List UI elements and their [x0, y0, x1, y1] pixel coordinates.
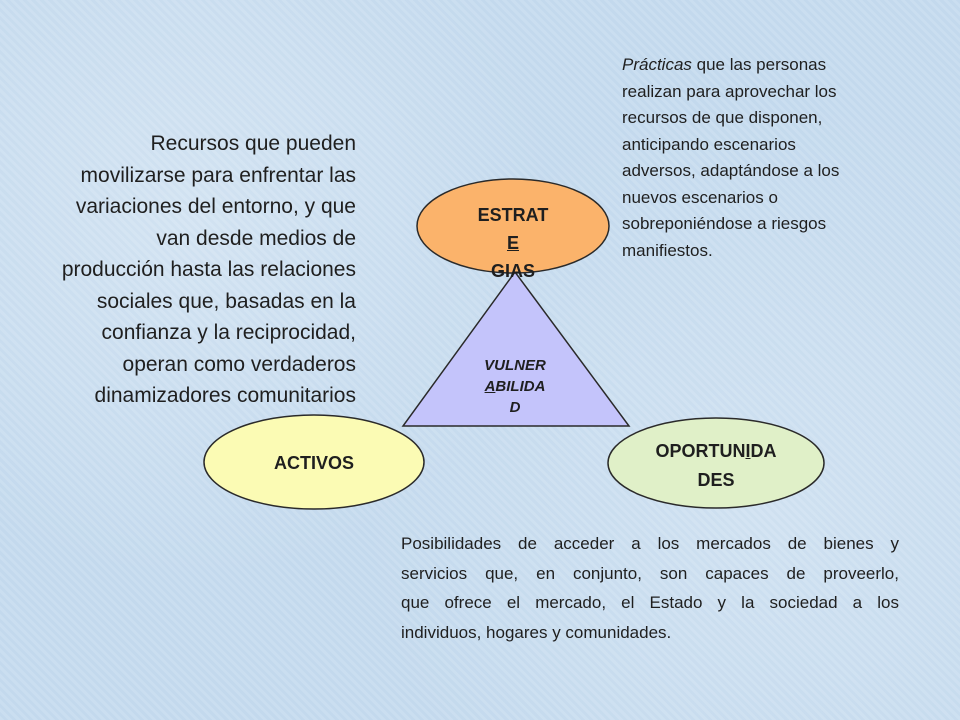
posibilidades-description: Posibilidades de acceder a los mercados de bienes y servicios que, en conjunto, son capaces de proveerlo, que ofrece el mercado, el Estado y la sociedad a los individuos, hogares y comunidades. — [401, 534, 899, 642]
activos-label: ACTIVOS — [273, 453, 354, 473]
vulnerabilidad-label: VULNER ABILIDA D — [484, 357, 546, 416]
practicas-description: Prácticas que las personas realizan para aprovechar los recursos de que disponen, anticipando escenarios adversos, adaptándose a los nuevos escenarios o sobreponiéndose a riesgos manifiestos. — [622, 55, 840, 260]
recursos-description: Recursos que pueden movilizarse para enfrentar las variaciones del entorno, y que van desde medios de producción hasta las relaciones sociales que, basadas en la confianza y la reciprocidad, operan como verdaderos dinamizadores comunitarios — [61, 132, 356, 407]
estrategias-label: ESTRAT E GIAS — [477, 205, 549, 281]
oportunidades-label: OPORTUNIDA DES — [655, 441, 777, 490]
